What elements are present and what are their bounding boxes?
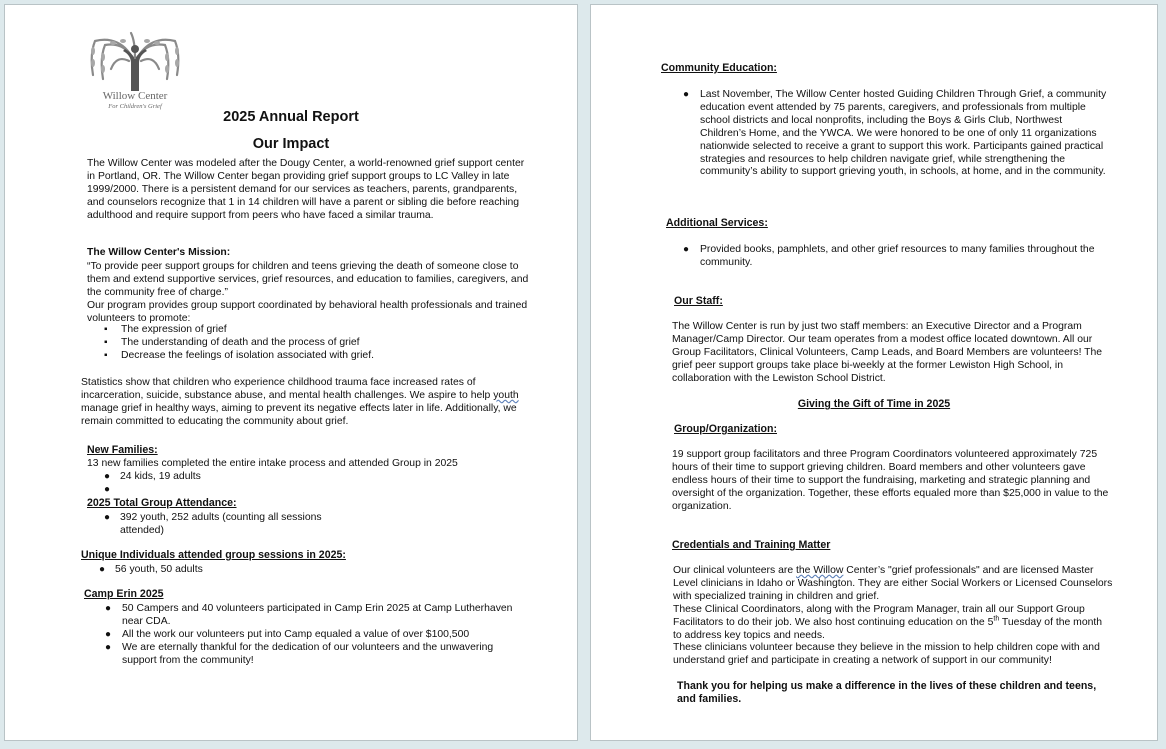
report-title: 2025 Annual Report [223, 109, 359, 125]
willow-center-logo [87, 29, 183, 113]
list-item: ● Provided books, pamphlets, and other grief resources to many families throughout the community. [683, 244, 1095, 268]
new-families-text: 13 new families completed the entire intake process and attended Group in 2025 [87, 458, 458, 469]
gift-of-time-heading: Giving the Gift of Time in 2025 [797, 398, 951, 410]
program-text: Our program provides group support coordinated by behavioral health professionals and trained volunteers to promote: [87, 300, 528, 324]
list-item: ▪ Decrease the feelings of isolation associated with grief. [104, 349, 374, 361]
list-item: ● [104, 483, 111, 495]
document-page-1 [4, 4, 578, 741]
mission-quote: “To provide peer support groups for children and teens grieving the death of someone close to them and extend supportive services, grief resources, and education to families, caregivers, and the community free of charge.” [87, 261, 529, 298]
logo-tagline: For Children's Grief [108, 103, 162, 110]
our-staff-heading: Our Staff: [674, 295, 723, 307]
willow-link[interactable]: the Willow [796, 565, 844, 576]
credentials-heading: Credentials and Training Matter [672, 539, 831, 551]
camp-erin-heading: Camp Erin 2025 [84, 588, 164, 600]
attendance-list [104, 512, 360, 538]
list-item: ● Last November, The Willow Center hosted Guiding Children Through Grief, a community education event attended by 75 parents, caregivers, and professionals from multiple school districts and local nonprofits, including the Boys & Girls Club, Northwest Children’s Home, and the YWCA. We were honored to be one of only 11 organizations nationwide selected to receive a grant to support this work. Participants gained practical strategies and resources to help children navigate grief, while strengthening the community’s ability to support grieving youth, in schools, at home, and in the community. [683, 89, 1107, 178]
report-subtitle: Our Impact [252, 136, 330, 152]
community-education-heading: Community Education: [661, 62, 777, 74]
additional-services-list [683, 244, 1100, 270]
unique-individuals-list [99, 564, 415, 577]
credentials-paragraph: Our clinical volunteers are the Willow Center’s "grief professionals" and are licensed Master Level clinicians in Idaho or Washington. They are either Social Workers or Licensed Counselors with specialized training in children and grief. These Clinical Coordinators, along with the Program Manager, train all our Support Group Facilitators to do their job. We also host continuing education on the 5th Tuesday of the month to address key topics and needs. These clinicians volunteer because they believe in the mission to help children cope with and understand grief and participate in creating a network of support in our community! [673, 565, 1113, 667]
new-families-list [104, 471, 520, 497]
statistics-paragraph: Statistics show that children who experience childhood trauma face increased rates of incarceration, suicide, substance abuse, and mental health challenges. We aspire to help youth manage grief in healthy ways, aiming to prevent its negative effects later in life. Additionally, we remain committed to educating the community about grief. [81, 377, 519, 427]
youth-link[interactable]: youth [493, 389, 519, 401]
promote-list [104, 324, 521, 363]
list-item: ● 56 youth, 50 adults [99, 564, 203, 575]
list-item: ● 24 kids, 19 adults [104, 471, 201, 482]
document-page-2 [590, 4, 1158, 741]
logo-org-name: Willow Center [102, 90, 168, 102]
group-organization-paragraph: 19 support group facilitators and three Program Coordinators volunteered approximately 725 hours of their time to support grieving children. Board members and other volunteers gave endless hours of their time to support the fundraising, marketing and strategic planning and oversight of the organization. Together, these efforts equaled more than $25,000 in value to the organization. [672, 449, 1109, 512]
list-item: ▪ The expression of grief [104, 324, 227, 335]
intro-paragraph: The Willow Center was modeled after the Dougy Center, a world-renowned grief support center in Portland, OR. The Willow Center began providing grief support groups to LC Valley in late 1999/2000. There is a persistent demand for our services as teachers, parents, grandparents, and counselors recognize that 1 in 14 children will have a parent or sibling die before reaching adulthood and require support from peers who have faced a similar trauma. [87, 158, 525, 221]
list-item: ● All the work our volunteers put into Camp equaled a value of over $100,500 [105, 628, 470, 640]
mission-heading: The Willow Center's Mission: [87, 247, 231, 258]
thank-you-message: Thank you for helping us make a difference in the lives of these children and teens, and families. [677, 680, 1097, 705]
list-item: ● 50 Campers and 40 volunteers participated in Camp Erin 2025 at Camp Lutherhaven near CDA. [105, 603, 513, 627]
staff-paragraph: The Willow Center is run by just two staff members: an Executive Director and a Program Manager/Camp Director. Our team operates from a modest office located downtown. All our Group Facilitators, Clinical Volunteers, Camp Leads, and Board Members are volunteers! The grief peer support groups take place bi-weekly at the former Lewiston High School, in collaboration with the Lewiston School District. [672, 321, 1103, 384]
additional-services-heading: Additional Services: [666, 217, 768, 229]
group-organization-heading: Group/Organization: [674, 423, 777, 435]
list-item: ▪ The understanding of death and the process of grief [104, 336, 360, 348]
unique-individuals-heading: Unique Individuals attended group sessions in 2025: [81, 549, 346, 561]
new-families-heading: New Families: [87, 444, 158, 456]
community-education-list [683, 89, 1110, 179]
attendance-heading: 2025 Total Group Attendance: [87, 497, 237, 509]
list-item: ● 392 youth, 252 adults (counting all sessions attended) [104, 512, 322, 536]
list-item: ● We are eternally thankful for the dedication of our volunteers and the unwavering support from the community! [105, 641, 494, 666]
camp-erin-list [105, 603, 522, 668]
willow-tree-icon [87, 29, 183, 91]
